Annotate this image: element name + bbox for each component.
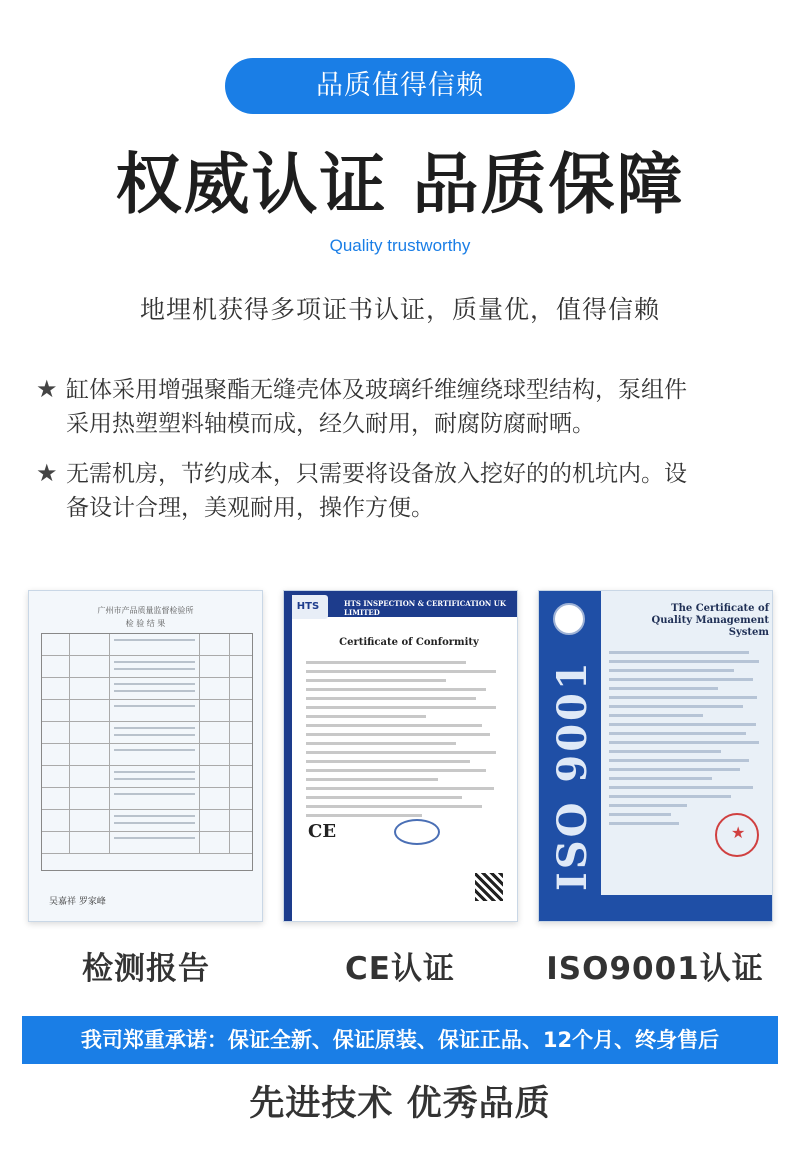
report-heading: 广州市产品质量监督检验所	[97, 606, 194, 615]
iso-title	[609, 603, 769, 639]
iso-vertical-text: ISO 9001	[549, 659, 596, 891]
ce-banner-text: HTS INSPECTION & CERTIFICATION UK LIMITED	[344, 599, 506, 617]
iso9001-certificate-image	[538, 590, 773, 922]
ce-label: CE认证	[345, 951, 455, 987]
red-seal-icon: ★	[715, 813, 759, 857]
ce-body-text	[306, 661, 506, 823]
test-report-label: 检测报告	[82, 951, 210, 987]
ce-side-band	[284, 591, 292, 921]
star-icon: ★	[36, 375, 58, 403]
page-headline: 权威认证 品质保障	[115, 146, 685, 223]
feature-2-line1: 无需机房，节约成本，只需要将设备放入挖好的的机坑内。设	[66, 461, 687, 487]
feature-1-line2: 采用热塑塑料轴模而成，经久耐用，耐腐防腐耐晒。	[66, 411, 595, 437]
promise-banner: 我司郑重承诺：保证全新、保证原装、保证正品、12个月、终身售后	[22, 1016, 778, 1064]
report-signature: 吴嘉祥 罗家峰	[49, 897, 106, 907]
header-pill: 品质值得信赖	[225, 58, 575, 114]
iso-footer-band	[601, 895, 773, 921]
iso-title-line1: The Certificate of	[671, 603, 769, 614]
ce-stamp-icon	[394, 819, 440, 845]
feature-1-line1: 缸体采用增强聚酯无缝壳体及玻璃纤维缠绕球型结构，泵组件	[66, 377, 687, 403]
feature-item-1	[36, 372, 776, 441]
bottom-title: 先进技术 优秀品质	[249, 1084, 551, 1124]
report-subheading: 检 验 结 果	[125, 619, 166, 628]
iso-title-line2: Quality Management System	[651, 615, 769, 638]
ce-title: Certificate of Conformity	[339, 637, 479, 648]
intro-text: 地埋机获得多项证书认证，质量优，值得信赖	[139, 295, 660, 324]
subtitle-english: Quality trustworthy	[329, 236, 471, 255]
qr-code-icon	[475, 873, 503, 901]
ce-certificate-image	[283, 590, 518, 922]
feature-item-2	[36, 456, 776, 525]
iso-body-text	[609, 651, 765, 831]
ccac-badge-icon	[553, 603, 585, 635]
star-icon: ★	[36, 459, 58, 487]
ce-mark-icon: CE	[308, 821, 337, 842]
report-table	[41, 633, 253, 871]
feature-2-line2: 备设计合理，美观耐用，操作方便。	[66, 495, 434, 521]
test-report-image	[28, 590, 263, 922]
hts-logo-icon: HTS	[288, 595, 328, 619]
iso9001-label: ISO9001认证	[546, 951, 764, 987]
